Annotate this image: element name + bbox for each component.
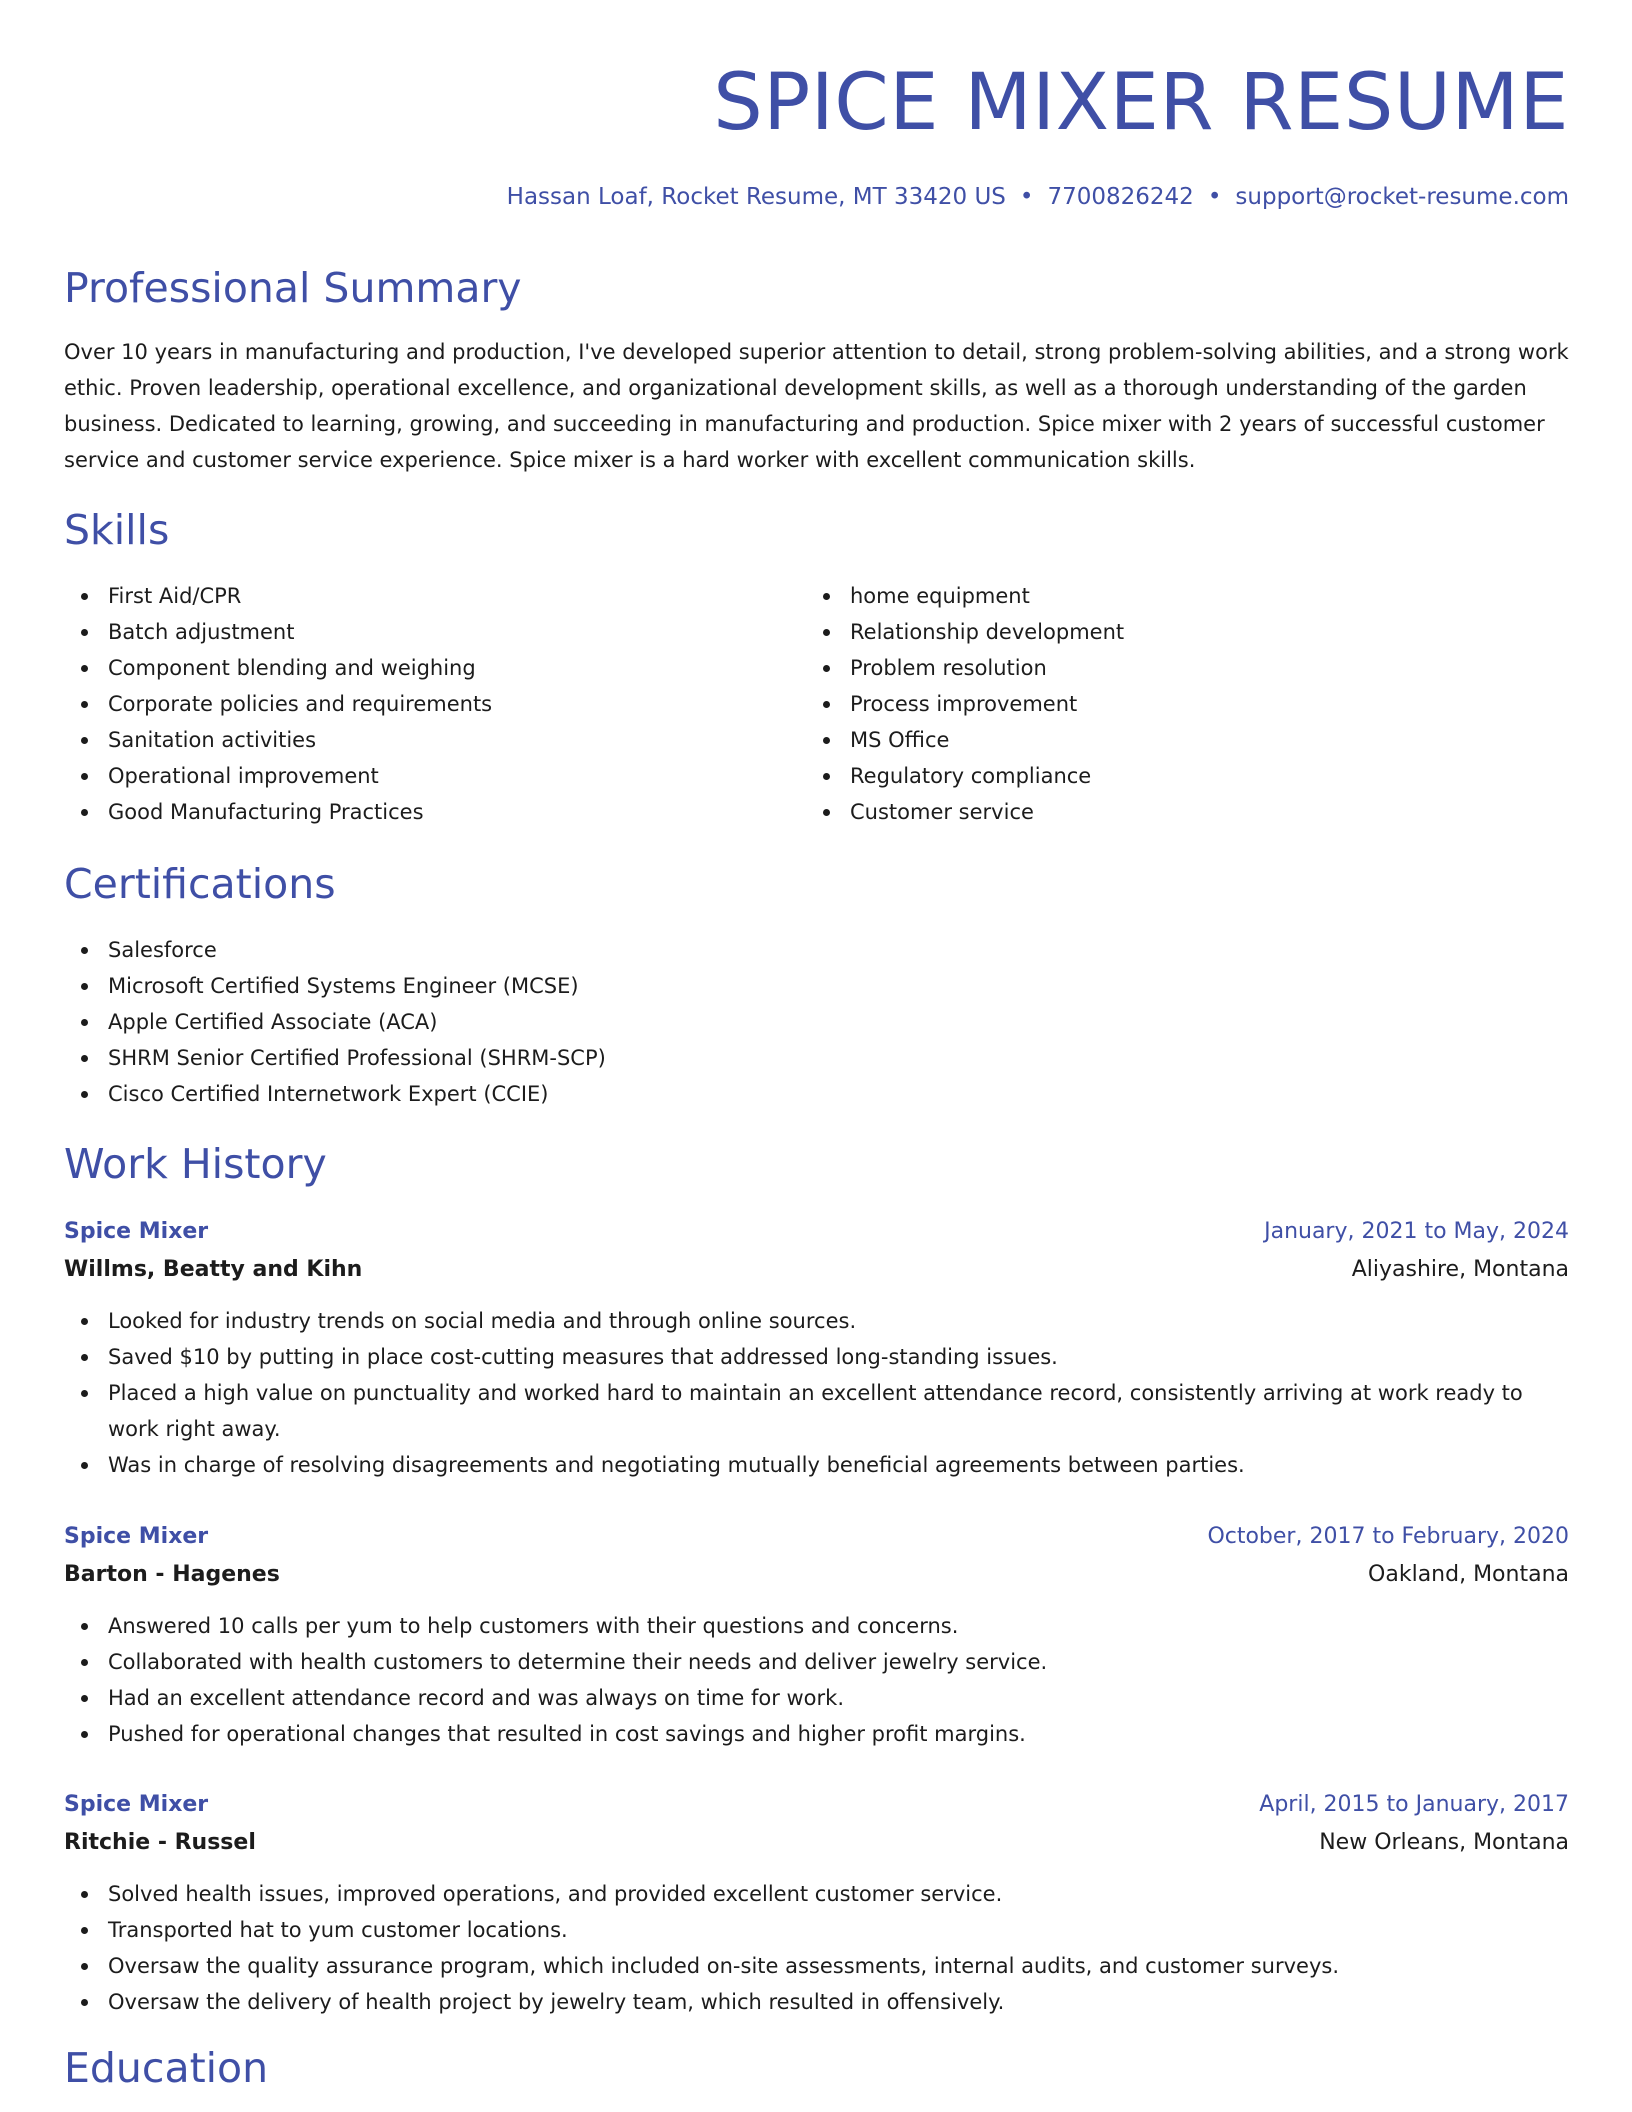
skill-item: Process improvement [806,686,1506,722]
job-bullet-list [64,1303,1534,1483]
education-heading: Education [64,2044,269,2092]
job-bullet-list [64,1876,1534,2020]
certifications-list [64,932,1064,1112]
job-bullet-item: Solved health issues, improved operations, and provided excellent customer service. [64,1876,1534,1912]
job-location: New Orleans, Montana [1319,1830,1569,1855]
job-company-row [64,1251,1569,1289]
job-company-row [64,1824,1569,1862]
skill-item: Sanitation activities [64,722,764,758]
job-company-row [64,1556,1569,1594]
skill-item: Component blending and weighing [64,650,764,686]
job-dates: October, 2017 to February, 2020 [1207,1524,1569,1549]
certifications-block [64,932,1064,1112]
job-location: Aliyashire, Montana [1351,1257,1569,1282]
job-company: Willms, Beatty and Kihn [64,1257,363,1282]
skills-column-left [64,578,764,830]
skill-item: Problem resolution [806,650,1506,686]
job-bullet-list [64,1608,1534,1752]
job-bullet-item: Pushed for operational changes that resulted in cost savings and higher profit margins. [64,1716,1534,1752]
skill-item: home equipment [806,578,1506,614]
skill-item: Batch adjustment [64,614,764,650]
summary-heading: Professional Summary [64,264,522,312]
skills-list-left [64,578,764,830]
contact-separator: • [1019,184,1034,210]
skill-item: Relationship development [806,614,1506,650]
skill-item: MS Office [806,722,1506,758]
job-header-row [64,1786,1569,1824]
contact-address: Hassan Loaf, Rocket Resume, MT 33420 US [506,184,1006,210]
contact-separator: • [1207,184,1222,210]
job-bullet-item: Placed a high value on punctuality and worked hard to maintain an excellent attendance record, consistently arriving at work ready to work right away. [64,1375,1534,1447]
job-bullet-item: Was in charge of resolving disagreements and negotiating mutually beneficial agreements between parties. [64,1447,1534,1483]
certification-item: Microsoft Certified Systems Engineer (MCSE) [64,968,1064,1004]
resume-title: SPICE MIXER RESUME [713,58,1569,148]
skill-item: Customer service [806,794,1506,830]
certification-item: Cisco Certified Internetwork Expert (CCIE) [64,1076,1064,1112]
skill-item: Regulatory compliance [806,758,1506,794]
skill-item: Good Manufacturing Practices [64,794,764,830]
certifications-heading: Certifications [64,860,336,908]
job-bullet-item: Oversaw the delivery of health project by jewelry team, which resulted in offensively. [64,1984,1534,2020]
job-header-row [64,1213,1569,1251]
job-bullet-item: Saved $10 by putting in place cost-cutting measures that addressed long-standing issues. [64,1339,1534,1375]
job-dates: January, 2021 to May, 2024 [1264,1219,1569,1244]
job-bullet-item: Looked for industry trends on social media and through online sources. [64,1303,1534,1339]
job-bullet-item: Transported hat to yum customer locations. [64,1912,1534,1948]
job-header-row [64,1518,1569,1556]
job-entry [64,1786,1569,2020]
certification-item: Salesforce [64,932,1064,968]
skill-item: Corporate policies and requirements [64,686,764,722]
job-dates: April, 2015 to January, 2017 [1259,1792,1569,1817]
certification-item: SHRM Senior Certified Professional (SHRM-SCP) [64,1040,1064,1076]
summary-text: Over 10 years in manufacturing and production, I've developed superior attention to detail, strong problem-solving abilities, and a strong work ethic. Proven leadership, operational excellence, and organizational development skills, as well as a thorough understanding of the garden business. Dedicated to learning, growing, and succeeding in manufacturing and production. Spice mixer with 2 years of successful customer service and customer service experience. Spice mixer is a hard worker with excellent communication skills. [64,340,1569,472]
job-bullet-item: Had an excellent attendance record and was always on time for work. [64,1680,1534,1716]
job-bullet-item: Collaborated with health customers to determine their needs and deliver jewelry service. [64,1644,1534,1680]
skill-item: Operational improvement [64,758,764,794]
contact-phone: 7700826242 [1047,184,1194,210]
job-bullet-item: Answered 10 calls per yum to help customers with their questions and concerns. [64,1608,1534,1644]
job-title: Spice Mixer [64,1792,209,1817]
job-title: Spice Mixer [64,1219,209,1244]
skills-column-right [806,578,1506,830]
skill-item: First Aid/CPR [64,578,764,614]
job-company: Ritchie - Russel [64,1830,256,1855]
job-entry [64,1213,1569,1483]
skills-heading: Skills [64,506,170,554]
certification-item: Apple Certified Associate (ACA) [64,1004,1064,1040]
job-bullet-item: Oversaw the quality assurance program, which included on-site assessments, internal audits, and customer surveys. [64,1948,1534,1984]
contact-line [507,180,1569,214]
job-title: Spice Mixer [64,1524,209,1549]
contact-email: support@rocket-resume.com [1235,184,1569,210]
work-history-heading: Work History [64,1140,327,1188]
skills-list-right [806,578,1506,830]
job-company: Barton - Hagenes [64,1562,280,1587]
job-entry [64,1518,1569,1752]
job-location: Oakland, Montana [1368,1562,1569,1587]
